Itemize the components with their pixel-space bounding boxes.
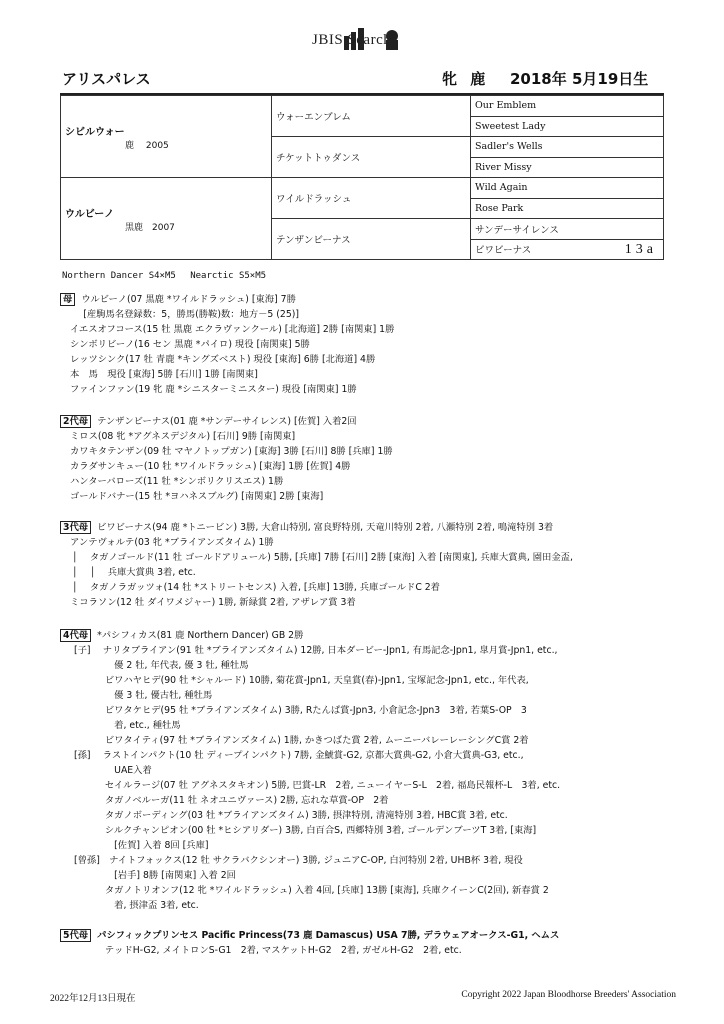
g4-line-2: 優 2 牡, 年代表, 優 3 牡, 種牡馬 [74,660,249,671]
g4-line-3: ビワハヤヒデ(90 牡 *シャルード) 10勝, 菊花賞-Jpn1, 天皇賞(春)-Jpn1, 宝塚記念-Jpn1, etc., 年代表, [74,675,529,686]
dam-line-4: レッツシンク(17 牡 青鹿 *キングズベスト) 現役 [東海] 6勝 [北海道] 4勝 [70,354,376,365]
pedigree-gen3-8-cell [471,239,664,260]
g4-line-8: [孫] ラストインパクト(10 牡 ディープインパクト) 7勝, 金鯱賞-G2, 京都大賞典-G2, 小倉大賞典-G3, etc., [74,750,524,761]
third-dam-section [60,520,573,610]
section-tag: 3代母 [60,521,91,534]
pedigree-gen3-8: ビワビーナス [475,245,532,257]
horse-name: アリスパレス [62,70,151,88]
pedigree-gen3-5: Wild Again [471,178,664,199]
sire-detail: 鹿 2005 [125,140,169,151]
g2-line-3: カラダサンキュー(10 牡 *ワイルドラッシュ) [東海] 1勝 [佐賀] 4勝 [70,461,351,472]
g4-line-14: [佐賀] 入着 8回 [兵庫] [74,840,209,851]
g2-line-5: ゴールドバナー(15 牡 *ヨハネスブルグ) [南関東] 2勝 [東海] [70,491,324,502]
g3-line-1: アンテヴォルテ(03 牝 *ブライアンズタイム) 1勝 [70,537,274,548]
g2-line-0: 2代母 テンザンビーナス(01 鹿 *サンデーサイレンス) [佐賀] 入着2回 [60,414,393,429]
pedigree-gen3-7: サンデーサイレンス [471,219,664,240]
pedigree-table [60,93,664,261]
section-tag: 4代母 [60,629,91,642]
g3-line-0: 3代母 ビワビーナス(94 鹿 *トニービン) 3勝, 大倉山特別, 富良野特別, 天竜川特別 2着, 八瀬特別 2着, 鳴滝特別 3着 [60,520,573,535]
sire-name: シビルウォー [65,126,125,138]
dam-name: ウルビーノ [65,208,115,220]
fifth-dam-section [60,928,559,958]
g4-line-7: ビワタイティ(97 牡 *ブライアンズタイム) 1勝, かきつばた賞 2着, ムーニーバレーレーシングC賞 2着 [74,735,529,746]
g4-line-9: UAE入着 [74,765,152,776]
g3-line-4: │ タガノラガッツォ(14 牡 *ストリートセンス) 入着, [兵庫] 13勝, 兵庫ゴールドC 2着 [72,582,440,593]
g4-line-5: ビワタケヒデ(95 牡 *ブライアンズタイム) 3勝, Rたんぱ賞-Jpn3, 小倉記念-Jpn3 3着, 若葉S-OP 3 [74,705,527,716]
g4-line-11: タガノベルーガ(11 牡 ネオユニヴァース) 2勝, 忘れな草賞-OP 2着 [74,795,389,806]
pedigree-gen3-4: River Missy [471,157,664,178]
g4-line-4: 優 3 牡, 優古牡, 種牡馬 [74,690,213,701]
pedigree-gen2-4: テンザンビーナス [272,219,471,260]
pedigree-sire [61,96,272,178]
dam-line-1: [産駒馬名登録数：5，勝馬(勝鞍)数：地方－5 (25)] [74,309,300,320]
g4-line-6: 着, etc., 種牡馬 [74,720,181,731]
g4-line-15: [曾孫] ナイトフォックス(12 牡 サクラバクシンオー) 3勝, ジュニアC-OP, 白河特別 2着, UHB杯 3着, 現役 [74,855,523,866]
g2-line-4: ハンターバローズ(11 牡 *シンボリクリスエス) 1勝 [70,476,284,487]
horse-sex-color: 牝 鹿 [442,70,490,88]
dam-line-0: 母 ウルビーノ(07 黒鹿 *ワイルドラッシュ) [東海] 7勝 [60,292,394,307]
footer-date: 2022年12月13日現在 [50,994,136,1004]
g3-line-3: │ │ 兵庫大賞典 3着, etc. [72,567,196,578]
footer-copyright: Copyright 2022 Japan Bloodhorse Breeders' Association [461,990,676,1000]
horse-title-row [62,68,662,90]
dam-line-2: イエスオフコース(15 牡 黒鹿 エクラヴァンクール) [北海道] 2勝 [南関東] 1勝 [70,324,395,335]
g4-line-1: [子] ナリタブライアン(91 牡 *ブライアンズタイム) 12勝, 日本ダービー-Jpn1, 有馬記念-Jpn1, 皐月賞-Jpn1, etc., [74,645,558,656]
horse-birth-date: 2018年 5月19日生 [510,70,649,88]
pedigree-gen3-2: Sweetest Lady [471,116,664,137]
inbreeding-note: Northern Dancer S4×M5 Nearctic S5×M5 [62,271,267,281]
g4-line-12: タガノボーディング(03 牡 *ブライアンズタイム) 3勝, 摂津特別, 清滝特別 3着, HBC賞 3着, etc. [74,810,508,821]
g4-line-17: タガノトリオンフ(12 牝 *ワイルドラッシュ) 入着 4回, [兵庫] 13勝 [東海], 兵庫クイーンC(2回), 新春賞 2 [74,885,549,896]
g4-line-0: 4代母 *パシフィカス(81 鹿 Northern Dancer) GB 2勝 [60,628,560,643]
pedigree-gen3-3: Sadler's Wells [471,137,664,158]
g4-line-16: [岩手] 8勝 [南関東] 入着 2回 [74,870,236,881]
g3-line-5: ミコラソン(12 牡 ダイワメジャー) 1勝, 新緑賞 2着, アザレア賞 3着 [70,597,356,608]
pedigree-gen2-2: チケットトゥダンス [272,137,471,178]
dam-line-5: 本 馬 現役 [東海] 5勝 [石川] 1勝 [南関東] [70,369,258,380]
g4-line-13: シルクチャンピオン(00 牡 *ヒシアリダー) 3勝, 白百合S, 西郷特別 3着, ゴールデンブーツT 3着, [東海] [74,825,537,836]
pedigree-gen2-3: ワイルドラッシュ [272,178,471,219]
g4-line-10: セイルラージ(07 牡 アグネスタキオン) 5勝, 巴賞-LR 2着, ニューイヤーS-L 2着, 福島民報杯-L 3着, etc. [74,780,561,791]
jbis-logo [312,10,422,50]
logo-text: JBIS Search [312,32,392,48]
pedigree-gen2-1: ウォーエンブレム [272,96,471,137]
section-tag: 2代母 [60,415,91,428]
section-tag: 5代母 [60,929,91,942]
g4-line-18: 着, 摂津盃 3着, etc. [74,900,199,911]
g5-line-0: 5代母 パシフィックプリンセス Pacific Princess(73 鹿 Damascus) USA 7勝, デラウェアオークス-G1, ヘムス [60,928,559,943]
fourth-dam-section [60,628,560,913]
pedigree-dam [61,178,272,260]
dam-section [60,292,394,397]
pedigree-gen3-6: Rose Park [471,198,664,219]
dam-detail: 黒鹿 2007 [125,222,175,233]
dam-line-6: ファインファン(19 牝 鹿 *シニスターミニスター) 現役 [南関東] 1勝 [70,384,357,395]
family-code: 13a [624,242,657,257]
g3-line-2: │ タガノゴールド(11 牡 ゴールドアリュール) 5勝, [兵庫] 7勝 [石川] 2勝 [東海] 入着 [南関東], 兵庫大賞典, 園田金盃, [72,552,573,563]
dam-line-3: シンボリビーノ(16 セン 黒鹿 *パイロ) 現役 [南関東] 5勝 [70,339,310,350]
second-dam-section [60,414,393,504]
pedigree-gen3-1: Our Emblem [471,96,664,117]
g2-line-1: ミロス(08 牝 *アグネスデジタル) [石川] 9勝 [南関東] [70,431,296,442]
g5-line-1: テッドH-G2, メイトロンS-G1 2着, マスケットH-G2 2着, ガゼルH-G2 2着, etc. [74,945,462,956]
section-tag: 母 [60,293,75,306]
g2-line-2: カワキタテンザン(09 牡 マヤノトップガン) [東海] 3勝 [石川] 8勝 [兵庫] 1勝 [70,446,393,457]
